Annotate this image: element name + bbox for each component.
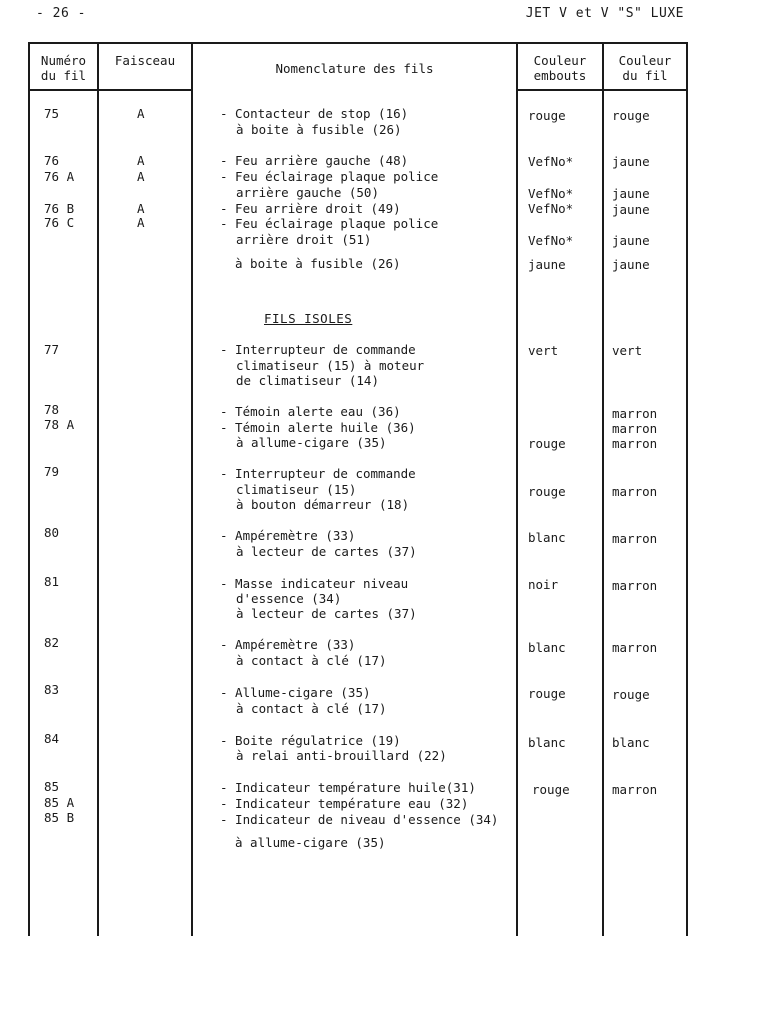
terminal-color: blanc xyxy=(528,640,566,655)
document-title: JET V et V "S" LUXE xyxy=(525,6,684,21)
wire-color: jaune xyxy=(612,257,650,272)
wire-description: à contact à clé (17) xyxy=(236,653,387,668)
wire-description: - Indicateur température huile(31) xyxy=(220,780,476,795)
wire-description: à lecteur de cartes (37) xyxy=(236,606,417,621)
wire-description: à boite à fusible (26) xyxy=(235,256,401,271)
wire-number: 77 xyxy=(44,342,60,357)
col-header-nomenclature: Nomenclature des fils xyxy=(275,61,434,76)
harness: A xyxy=(137,201,145,216)
wire-description: - Ampéremètre (33) xyxy=(220,637,356,652)
terminal-color: rouge xyxy=(528,686,566,701)
wire-number: 84 xyxy=(44,731,60,746)
wire-color: jaune xyxy=(612,202,650,217)
wire-description: climatiseur (15) xyxy=(236,482,357,497)
wire-color: vert xyxy=(612,343,643,358)
harness: A xyxy=(137,153,145,168)
wire-description: - Feu éclairage plaque police xyxy=(220,216,439,231)
wire-description: - Feu arrière gauche (48) xyxy=(220,153,409,168)
terminal-color: VefNo* xyxy=(528,233,574,248)
terminal-color: VefNo* xyxy=(528,154,574,169)
terminal-color: vert xyxy=(528,343,559,358)
terminal-color: jaune xyxy=(528,257,566,272)
wire-number: 78 xyxy=(44,402,60,417)
wire-number: 81 xyxy=(44,574,60,589)
wire-description: - Boite régulatrice (19) xyxy=(220,733,401,748)
wire-color: rouge xyxy=(612,687,650,702)
wire-number: 85 B xyxy=(44,810,75,825)
col-divider-4 xyxy=(602,42,604,936)
section-title: FILS ISOLES xyxy=(264,311,353,326)
wire-number: 85 A xyxy=(44,795,75,810)
wire-color: marron xyxy=(612,421,658,436)
wire-description: à allume-cigare (35) xyxy=(235,835,386,850)
wire-color: jaune xyxy=(612,186,650,201)
wire-color: blanc xyxy=(612,735,650,750)
wire-description: - Témoin alerte eau (36) xyxy=(220,404,401,419)
table-left-border xyxy=(28,42,30,936)
wire-number: 83 xyxy=(44,682,60,697)
terminal-color: blanc xyxy=(528,735,566,750)
col-divider-1 xyxy=(97,42,99,936)
wire-color: rouge xyxy=(612,108,650,123)
wire-description: - Indicateur température eau (32) xyxy=(220,796,469,811)
wire-color: marron xyxy=(612,531,658,546)
wire-number: 76 xyxy=(44,153,60,168)
table-header-rule-left xyxy=(28,89,192,91)
terminal-color: noir xyxy=(528,577,559,592)
page-number: - 26 - xyxy=(36,6,86,21)
wire-description: à allume-cigare (35) xyxy=(236,435,387,450)
wire-color: marron xyxy=(612,436,658,451)
wire-description: - Indicateur de niveau d'essence (34) xyxy=(220,812,499,827)
wire-color: marron xyxy=(612,640,658,655)
col-header-faisceau: Faisceau xyxy=(114,53,176,68)
harness: A xyxy=(137,106,145,121)
wire-number: 76 A xyxy=(44,169,75,184)
wire-number: 85 xyxy=(44,779,60,794)
wire-description: - Feu éclairage plaque police xyxy=(220,169,439,184)
terminal-color: rouge xyxy=(532,782,570,797)
col-header-numero: Numéro du fil xyxy=(40,53,87,83)
table-right-border xyxy=(686,42,688,936)
wire-number: 79 xyxy=(44,464,60,479)
wire-color: marron xyxy=(612,782,658,797)
wire-color: jaune xyxy=(612,154,650,169)
wire-description: à relai anti-brouillard (22) xyxy=(236,748,447,763)
wire-number: 75 xyxy=(44,106,60,121)
wire-number: 82 xyxy=(44,635,60,650)
wire-color: marron xyxy=(612,484,658,499)
wire-description: de climatiseur (14) xyxy=(236,373,379,388)
terminal-color: blanc xyxy=(528,530,566,545)
wire-color: marron xyxy=(612,578,658,593)
terminal-color: rouge xyxy=(528,484,566,499)
wire-description: à lecteur de cartes (37) xyxy=(236,544,417,559)
wire-description: à bouton démarreur (18) xyxy=(236,497,410,512)
harness: A xyxy=(137,215,145,230)
wire-description: arrière droit (51) xyxy=(236,232,372,247)
wire-description: - Témoin alerte huile (36) xyxy=(220,420,416,435)
wire-description: - Contacteur de stop (16) xyxy=(220,106,409,121)
terminal-color: rouge xyxy=(528,436,566,451)
wire-number: 76 B xyxy=(44,201,75,216)
wire-description: à boite à fusible (26) xyxy=(236,122,402,137)
wire-description: à contact à clé (17) xyxy=(236,701,387,716)
wire-number: 80 xyxy=(44,525,60,540)
harness: A xyxy=(137,169,145,184)
wire-color: jaune xyxy=(612,233,650,248)
wire-description: d'essence (34) xyxy=(236,591,342,606)
wire-description: - Masse indicateur niveau xyxy=(220,576,409,591)
wire-description: arrière gauche (50) xyxy=(236,185,379,200)
wire-number: 76 C xyxy=(44,215,75,230)
wire-description: - Allume-cigare (35) xyxy=(220,685,371,700)
wire-color: marron xyxy=(612,406,658,421)
col-divider-2 xyxy=(191,42,193,936)
wire-number: 78 A xyxy=(44,417,75,432)
wire-description: - Interrupteur de commande xyxy=(220,466,416,481)
wire-description: - Ampéremètre (33) xyxy=(220,528,356,543)
terminal-color: rouge xyxy=(528,108,566,123)
wire-description: climatiseur (15) à moteur xyxy=(236,358,425,373)
col-header-couleur-embouts: Couleur embouts xyxy=(533,53,587,83)
terminal-color: VefNo* xyxy=(528,186,574,201)
table-top-rule xyxy=(28,42,688,44)
wire-description: - Feu arrière droit (49) xyxy=(220,201,401,216)
col-header-couleur-fil: Couleur du fil xyxy=(618,53,672,83)
col-divider-3 xyxy=(516,42,518,936)
wire-description: - Interrupteur de commande xyxy=(220,342,416,357)
terminal-color: VefNo* xyxy=(528,201,574,216)
